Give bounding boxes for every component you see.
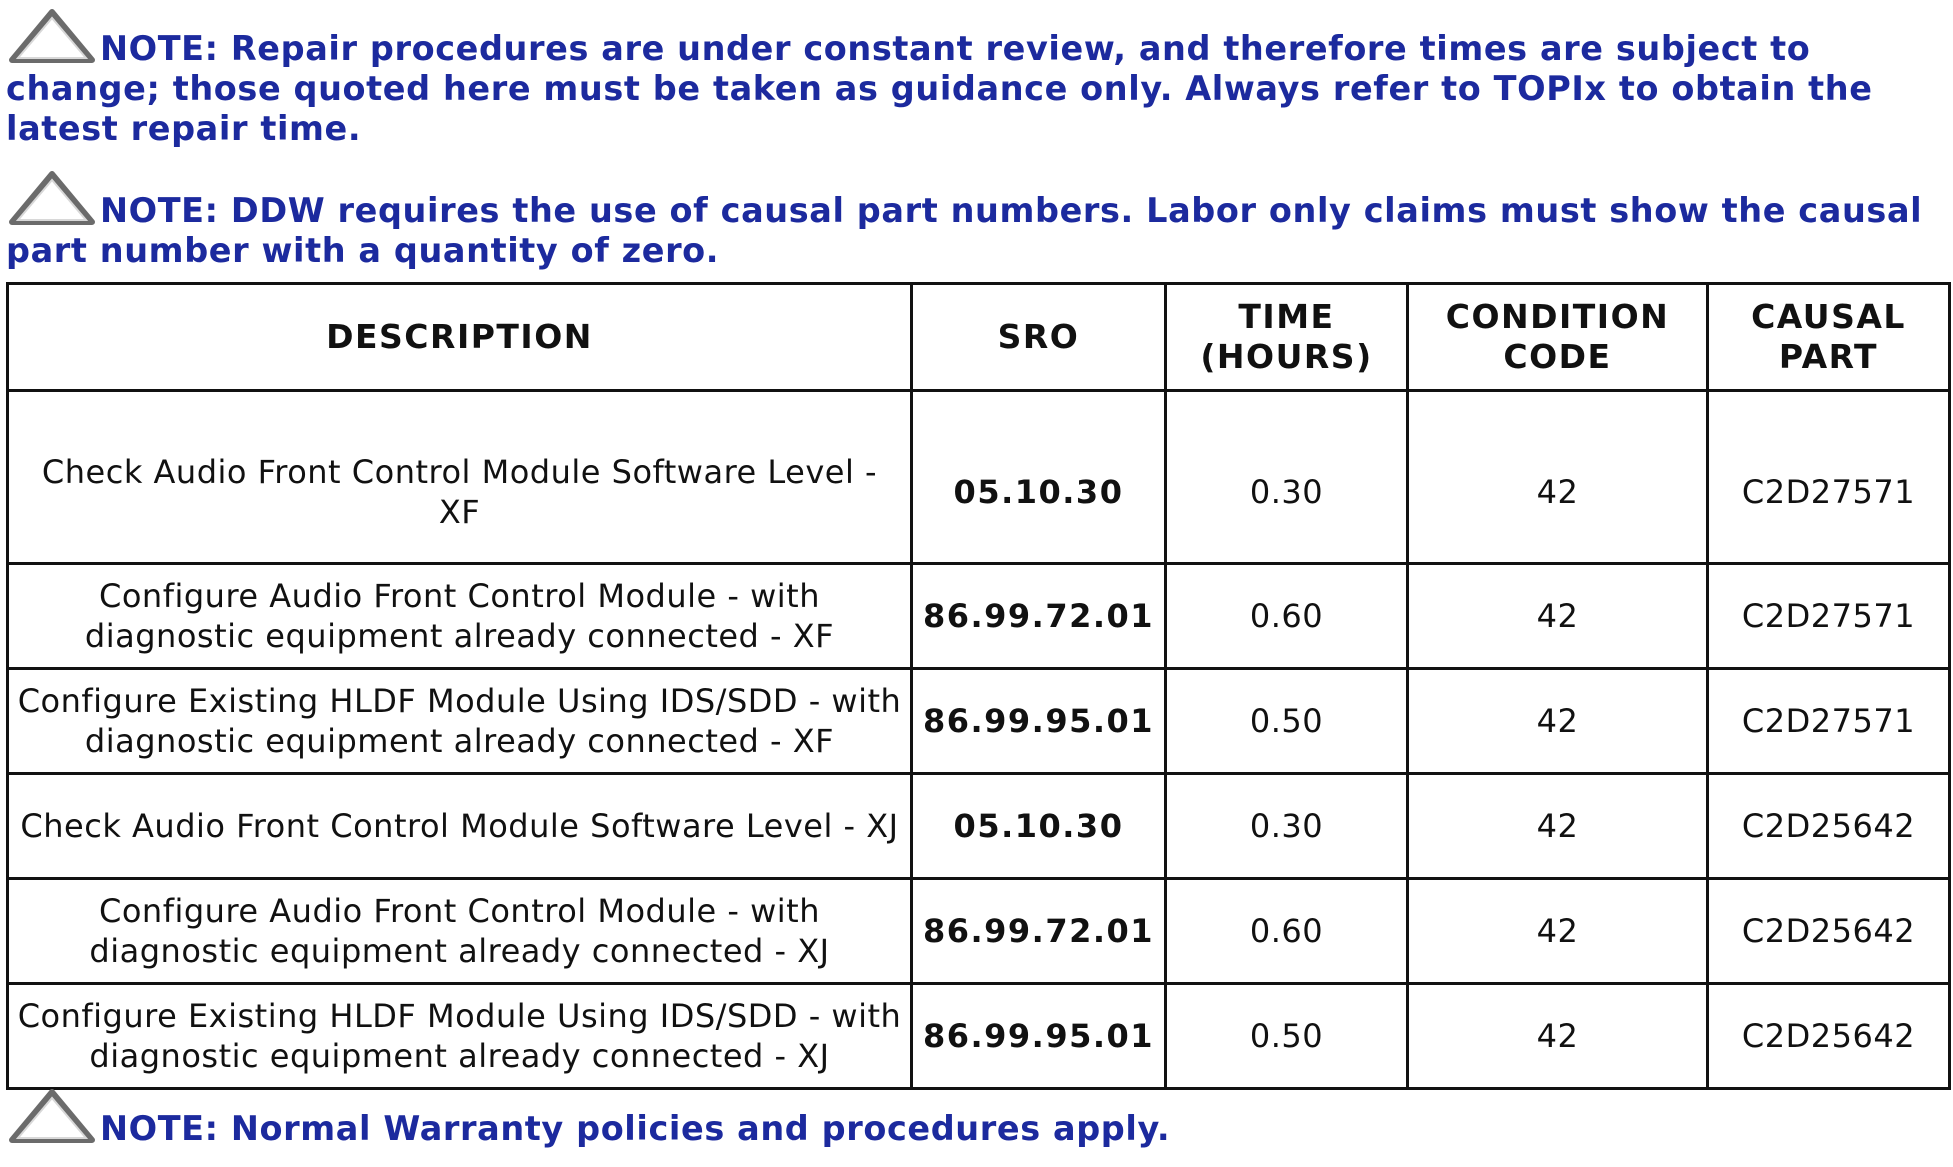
cell-sro: 05.10.30 bbox=[912, 391, 1166, 564]
table-row bbox=[8, 879, 1950, 984]
header-description: DESCRIPTION bbox=[8, 284, 912, 391]
cell-condition-code: 42 bbox=[1408, 774, 1708, 879]
cell-condition-code: 42 bbox=[1408, 879, 1708, 984]
cell-sro: 05.10.30 bbox=[912, 774, 1166, 879]
cell-condition-code: 42 bbox=[1408, 984, 1708, 1089]
cell-time: 0.30 bbox=[1166, 774, 1408, 879]
header-causal-line2: PART bbox=[1778, 337, 1879, 376]
note-text: NOTE: DDW requires the use of causal part numbers. Labor only claims must show the causal part number with a quantity of zero. bbox=[6, 191, 1923, 270]
cell-time: 0.60 bbox=[1166, 879, 1408, 984]
cell-sro: 86.99.95.01 bbox=[912, 669, 1166, 774]
cell-description: Configure Existing HLDF Module Using IDS/SDD - with diagnostic equipment already connected - XF bbox=[8, 669, 912, 774]
cell-description: Configure Audio Front Control Module - with diagnostic equipment already connected - XF bbox=[8, 564, 912, 669]
cell-causal-part: C2D25642 bbox=[1708, 879, 1950, 984]
header-condition-line2: CODE bbox=[1503, 337, 1612, 376]
cell-condition-code: 42 bbox=[1408, 391, 1708, 564]
cell-causal-part: C2D27571 bbox=[1708, 669, 1950, 774]
note-causal-parts bbox=[6, 170, 1946, 271]
warning-triangle-icon bbox=[6, 8, 98, 66]
cell-causal-part: C2D25642 bbox=[1708, 774, 1950, 879]
cell-causal-part: C2D27571 bbox=[1708, 391, 1950, 564]
note-warranty-policies bbox=[6, 1088, 1946, 1149]
cell-description: Configure Existing HLDF Module Using IDS/SDD - with diagnostic equipment already connected - XJ bbox=[8, 984, 912, 1089]
header-time bbox=[1166, 284, 1408, 391]
cell-causal-part: C2D27571 bbox=[1708, 564, 1950, 669]
cell-time: 0.50 bbox=[1166, 669, 1408, 774]
sro-table bbox=[6, 282, 1951, 1090]
cell-causal-part: C2D25642 bbox=[1708, 984, 1950, 1089]
header-sro: SRO bbox=[912, 284, 1166, 391]
table-header-row bbox=[8, 284, 1950, 391]
cell-time: 0.60 bbox=[1166, 564, 1408, 669]
cell-time: 0.50 bbox=[1166, 984, 1408, 1089]
table-row bbox=[8, 564, 1950, 669]
cell-description: Check Audio Front Control Module Software Level - XF bbox=[8, 391, 912, 564]
table-row bbox=[8, 774, 1950, 879]
table-row bbox=[8, 669, 1950, 774]
header-causal-line1: CAUSAL bbox=[1751, 297, 1906, 336]
note-text: NOTE: Repair procedures are under constant review, and therefore times are subject to change; those quoted here must be taken as guidance only. Always refer to TOPIx to obtain the latest repair time. bbox=[6, 29, 1873, 148]
table-row bbox=[8, 391, 1950, 564]
cell-sro: 86.99.72.01 bbox=[912, 879, 1166, 984]
warning-triangle-icon bbox=[6, 1088, 98, 1146]
table-row bbox=[8, 984, 1950, 1089]
cell-sro: 86.99.72.01 bbox=[912, 564, 1166, 669]
cell-sro: 86.99.95.01 bbox=[912, 984, 1166, 1089]
header-time-line2: (HOURS) bbox=[1200, 337, 1373, 376]
header-causal-part bbox=[1708, 284, 1950, 391]
cell-time: 0.30 bbox=[1166, 391, 1408, 564]
note-review-times bbox=[6, 8, 1946, 149]
cell-description: Check Audio Front Control Module Software Level - XJ bbox=[8, 774, 912, 879]
note-text: NOTE: Normal Warranty policies and procedures apply. bbox=[100, 1109, 1171, 1148]
cell-condition-code: 42 bbox=[1408, 564, 1708, 669]
warning-triangle-icon bbox=[6, 170, 98, 228]
header-condition-line1: CONDITION bbox=[1445, 297, 1670, 336]
cell-condition-code: 42 bbox=[1408, 669, 1708, 774]
header-condition-code bbox=[1408, 284, 1708, 391]
header-time-line1: TIME bbox=[1238, 297, 1335, 336]
cell-description: Configure Audio Front Control Module - with diagnostic equipment already connected - XJ bbox=[8, 879, 912, 984]
